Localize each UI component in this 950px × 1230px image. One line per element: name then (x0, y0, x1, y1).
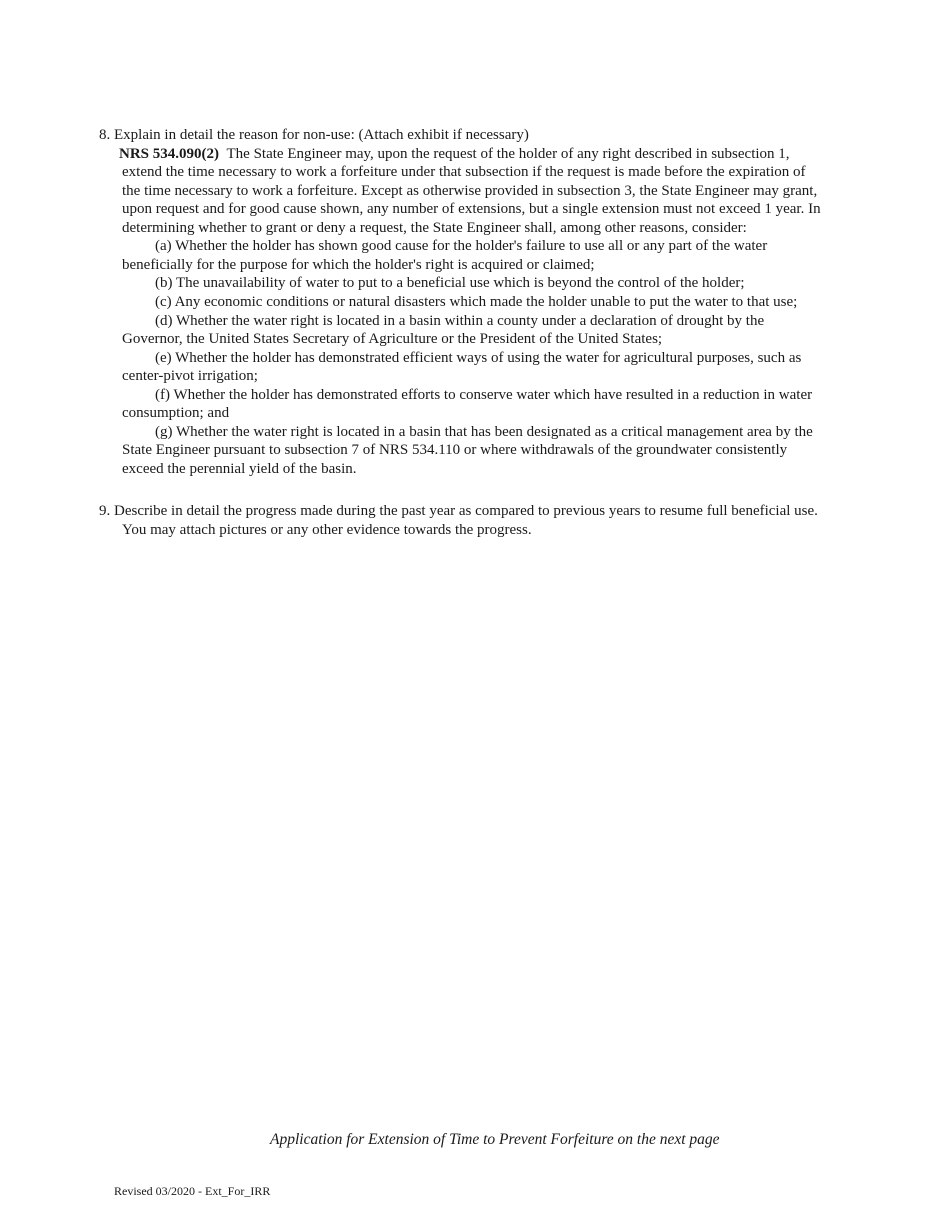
revision-label: Revised 03/2020 - Ext_For_IRR (114, 1184, 271, 1198)
item-g-line-3: exceed the perennial yield of the basin. (122, 461, 357, 477)
statute-intro-line-1 (119, 145, 790, 163)
item-f-line-1: (f) Whether the holder has demonstrated efforts to conserve water which have resulted in a reduction in water (155, 387, 813, 403)
item-c: (c) Any economic conditions or natural disasters which made the holder unable to put the water to that use; (155, 294, 798, 310)
section-9-line-2: You may attach pictures or any other evidence towards the progress. (122, 522, 532, 538)
item-e-line-1: (e) Whether the holder has demonstrated efficient ways of using the water for agricultural purposes, such as (155, 350, 802, 366)
item-e-line-2: center-pivot irrigation; (122, 368, 258, 384)
item-a-line-1: (a) Whether the holder has shown good cause for the holder's failure to use all or any part of the water (155, 238, 768, 254)
item-g-line-2: State Engineer pursuant to subsection 7 of NRS 534.110 or where withdrawals of the groundwater consistently (122, 442, 788, 458)
item-g-line-1: (g) Whether the water right is located in a basin that has been designated as a critical management area by the (155, 424, 813, 440)
statute-intro-line-3: the time necessary to work a forfeiture. Except as otherwise provided in subsection 3, the State Engineer may grant, (122, 183, 818, 199)
item-d-line-1: (d) Whether the water right is located in a basin within a county under a declaration of drought by the (155, 313, 765, 329)
statute-intro-line-5: determining whether to grant or deny a request, the State Engineer shall, among other reasons, consider: (122, 220, 747, 236)
item-b: (b) The unavailability of water to put to a beneficial use which is beyond the control of the holder; (155, 275, 745, 291)
next-page-note: Application for Extension of Time to Prevent Forfeiture on the next page (270, 1131, 720, 1148)
section-9-heading: 9. Describe in detail the progress made during the past year as compared to previous years to resume full beneficial use. (99, 503, 818, 519)
statute-intro-line-4: upon request and for good cause shown, any number of extensions, but a single extension must not exceed 1 year. In (122, 201, 821, 217)
section-8-heading: 8. Explain in detail the reason for non-use: (Attach exhibit if necessary) (99, 127, 529, 143)
statute-intro-text: The State Engineer may, upon the request of the holder of any right described in subsection 1, (226, 146, 790, 162)
statute-reference: NRS 534.090(2) (119, 146, 219, 162)
item-a-line-2: beneficially for the purpose for which the holder's right is acquired or claimed; (122, 257, 595, 273)
item-d-line-2: Governor, the United States Secretary of Agriculture or the President of the United States; (122, 331, 663, 347)
statute-intro-line-2: extend the time necessary to work a forfeiture under that subsection if the request is made before the expiration of (122, 164, 806, 180)
item-f-line-2: consumption; and (122, 405, 230, 421)
